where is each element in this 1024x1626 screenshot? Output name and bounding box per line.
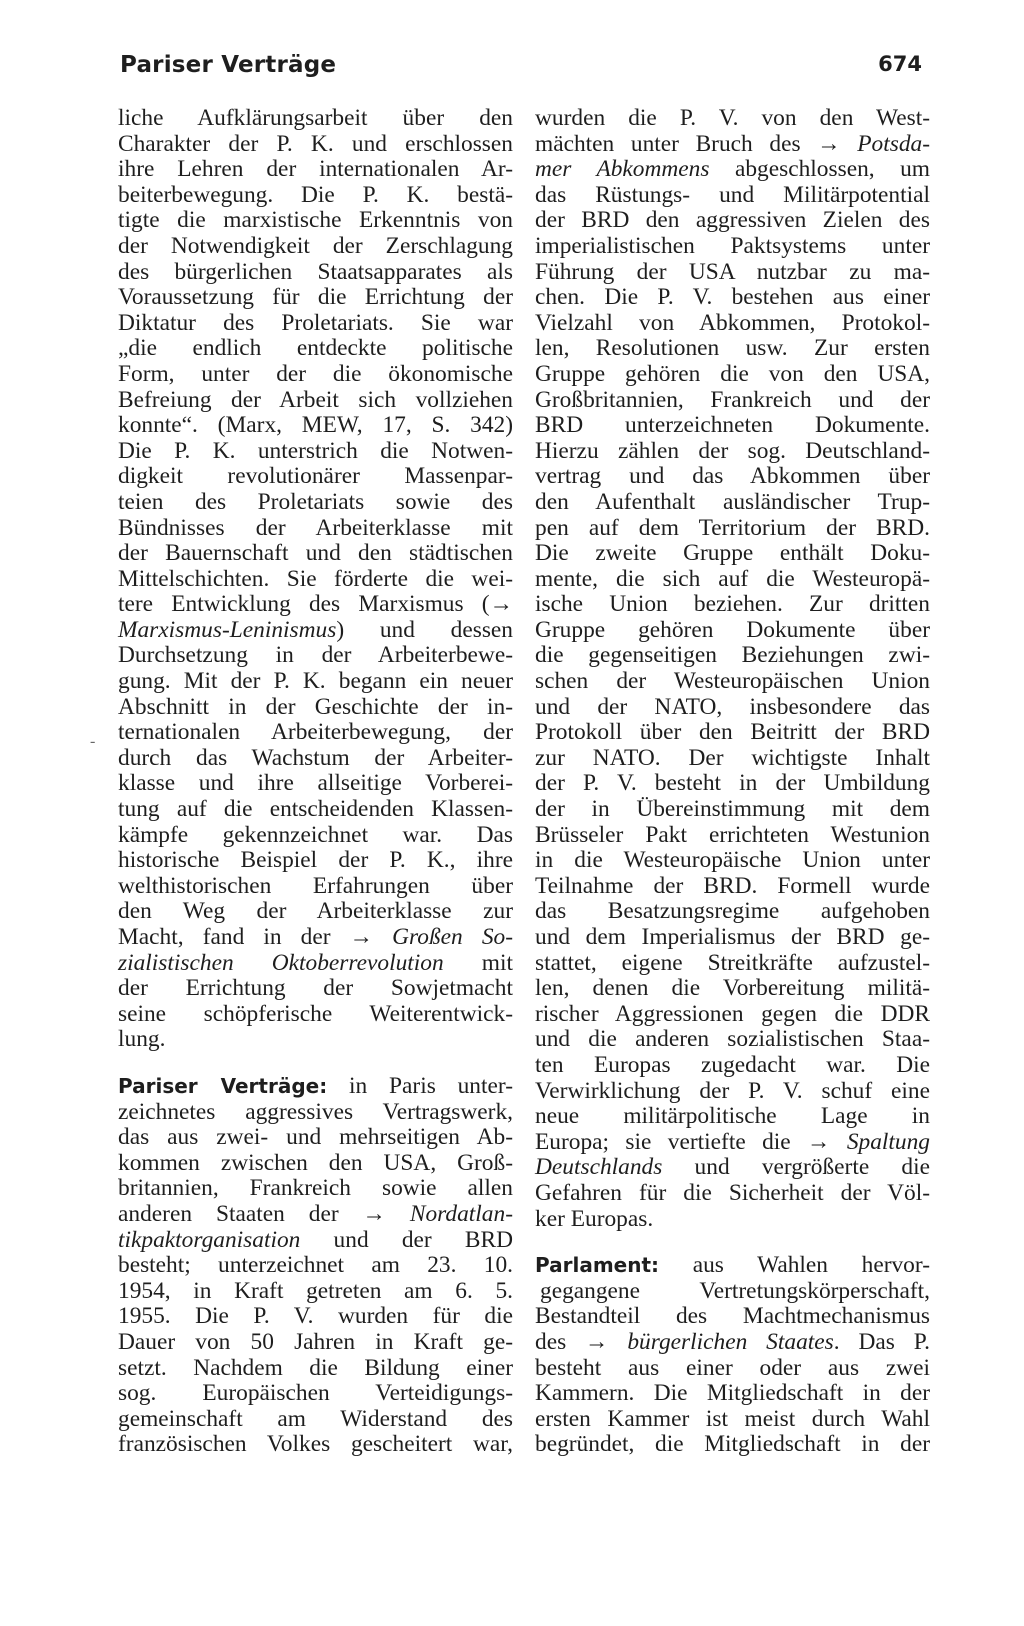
text-segment: 1955. Die P. V. wurden für die [118,1303,513,1330]
text-line [118,1100,513,1126]
text-line [118,157,513,183]
text-line [118,1253,513,1279]
text-segment: tigte die marxistische Erkenntnis von [118,207,513,234]
text-line [118,823,513,849]
text-segment: imperialistischen Paktsystems unter [535,232,930,259]
text-line [535,183,930,209]
text-line [535,1407,930,1433]
text-segment: Europa; sie vertiefte die → [535,1128,847,1155]
text-line [535,132,930,158]
text-segment: sog. Europäischen Verteidigungs- [118,1380,513,1407]
text-segment: len, denen die Vorbereitung militä- [535,975,930,1002]
text-segment: Kammern. Die Mitgliedschaft in der [535,1380,930,1407]
text-segment: besteht aus einer oder aus zwei [535,1354,930,1381]
text-segment: gung. Mit der P. K. begann ein neuer [118,668,513,695]
page-number: 674 [878,52,922,76]
text-line [118,388,513,414]
text-line [118,1432,513,1458]
text-segment: der P. V. besteht in der Umbildung [535,770,930,797]
text-segment: und der NATO, insbesondere das [535,693,930,720]
text-segment: gemeinschaft am Widerstand des [118,1405,513,1432]
text-segment: den Aufenthalt ausländischer Trup- [535,488,930,515]
text-segment: zur NATO. Der wichtigste Inhalt [535,744,930,771]
text-segment: vertrag und das Abkommen über [535,463,930,490]
text-segment: der Errichtung der Sowjetmacht [118,975,513,1002]
text-segment: Charakter der P. K. und erschlossen [118,130,513,157]
text-line [535,1181,930,1207]
text-segment: ihre Lehren der internationalen Ar- [118,156,513,183]
text-line [535,899,930,925]
cross-reference: Deutschlands [535,1154,663,1181]
text-segment: Mittelschichten. Sie förderte die wei- [118,565,513,592]
text-segment: anderen Staaten der → [118,1200,410,1227]
text-line [535,848,930,874]
text-line [118,490,513,516]
text-segment: chen. Die P. V. bestehen aus einer [535,284,930,311]
text-line [535,951,930,977]
text-line [535,106,930,132]
cross-reference: zialistischen Oktoberrevolution [118,949,444,976]
text-segment: der in Übereinstimmung mit dem [535,796,930,823]
text-segment: stattet, eigene Streitkräfte aufzustel- [535,949,930,976]
text-segment: ) und dessen [336,616,513,643]
text-line [535,618,930,644]
text-line [118,1002,513,1028]
text-segment: Bestandteil des Machtmechanismus [535,1303,930,1330]
text-line [118,1176,513,1202]
text-line [118,695,513,721]
text-segment: des bürgerlichen Staatsapparates als [118,258,513,285]
text-line [535,1432,930,1458]
cross-reference: Spaltung [846,1128,930,1155]
text-segment: 1954, in Kraft getreten am 6. 5. [118,1277,513,1304]
text-segment: der BRD den aggressiven Zielen des [535,207,930,234]
text-line [118,976,513,1002]
text-segment: kommen zwischen den USA, Groß- [118,1149,513,1176]
text-line [118,951,513,977]
text-segment: der Bauernschaft und den städtischen [118,540,513,567]
text-segment: britannien, Frankreich sowie allen [118,1175,513,1202]
text-segment: welthistorischen Erfahrungen über [118,872,513,899]
text-segment: Form, unter der die ökonomische [118,360,513,387]
text-segment: den Weg der Arbeiterklasse zur [118,898,513,925]
text-line [535,260,930,286]
text-segment: Macht, fand in der → [118,924,393,950]
text-segment: Befreiung der Arbeit sich vollziehen [118,386,513,413]
text-line [535,1207,930,1233]
text-line [118,797,513,823]
entry-gap [118,1053,513,1074]
text-segment: Die zweite Gruppe enthält Doku- [535,540,930,567]
text-segment: len, Resolutionen usw. Zur ersten [535,335,930,362]
text-segment: liche Aufklärungsarbeit über den [118,105,513,131]
text-line [118,899,513,925]
text-segment: der Notwendigkeit der Zerschlagung [118,232,513,259]
text-segment: mente, die sich auf die Westeuropä- [535,565,930,592]
text-segment: gegangene Vertretungskörperschaft, [540,1277,930,1304]
text-segment: und die anderen sozialistischen Staa- [535,1026,930,1053]
text-line [535,976,930,1002]
text-segment: in Paris unter- [327,1072,513,1099]
text-line [535,1253,930,1279]
text-line [535,464,930,490]
text-line [535,285,930,311]
text-segment: Vielzahl von Abkommen, Protokol- [535,309,930,336]
text-segment: Dauer von 50 Jahren in Kraft ge- [118,1328,513,1355]
text-line [535,439,930,465]
text-segment: und vergrößerte die [662,1154,930,1181]
text-segment: Durchsetzung in der Arbeiterbewe- [118,642,513,669]
text-line [118,439,513,465]
text-segment: Diktatur des Proletariats. Sie war [118,309,513,336]
text-segment: historische Beispiel der P. K., ihre [118,847,513,874]
text-line [535,925,930,951]
text-line [118,464,513,490]
text-segment: begründet, die Mitgliedschaft in der [535,1431,930,1458]
text-line [118,132,513,158]
text-line [118,1279,513,1305]
text-segment: Gruppe gehören Dokumente über [535,616,930,643]
text-segment: des → [535,1328,628,1355]
text-segment: ten Europas zugedacht war. Die [535,1051,930,1078]
text-segment: tung auf die entscheidenden Klassen- [118,796,513,823]
text-segment: beiterbewegung. Die P. K. bestä- [118,181,513,208]
text-line [118,208,513,234]
text-segment: ternationalen Arbeiterbewegung, der [118,719,513,746]
text-segment: und der BRD [300,1226,513,1253]
text-line [535,669,930,695]
text-line [535,490,930,516]
text-segment: durch das Wachstum der Arbeiter- [118,744,513,771]
text-line [118,874,513,900]
text-line [118,362,513,388]
text-line [535,1356,930,1382]
text-segment: BRD unterzeichneten Dokumente. [535,412,930,439]
text-line [535,1027,930,1053]
text-segment: aus Wahlen hervor- [659,1252,930,1279]
text-line [118,643,513,669]
cross-reference: Marxismus-Leninismus [118,616,337,643]
text-line [118,1074,513,1100]
text-line [118,567,513,593]
text-line [118,1330,513,1356]
text-segment: setzt. Nachdem die Bildung einer [118,1354,513,1381]
cross-reference: mer Abkommens [535,156,710,183]
text-segment: Gefahren für die Sicherheit der Völ- [535,1179,930,1206]
text-line [118,746,513,772]
text-line [535,388,930,414]
text-line [118,669,513,695]
text-line [535,874,930,900]
text-segment: klasse und ihre allseitige Vorberei- [118,770,513,797]
text-segment: tere Entwicklung des Marxismus (→ [118,591,513,618]
text-segment: . Das P. [833,1328,930,1355]
text-segment: Voraussetzung für die Errichtung der [118,284,513,311]
text-line [535,208,930,234]
text-segment: rischer Aggressionen gegen die DDR [535,1000,930,1027]
text-line [118,618,513,644]
text-segment: zeichnetes aggressives Vertragswerk, [118,1098,513,1125]
text-line [118,516,513,542]
text-line [535,541,930,567]
entry-gap [535,1232,930,1253]
text-line [118,1304,513,1330]
text-line [535,234,930,260]
text-line [535,746,930,772]
right-column [535,106,930,1458]
text-segment: Führung der USA nutzbar zu ma- [535,258,930,285]
text-line [535,771,930,797]
text-line [118,260,513,286]
text-segment: Protokoll über den Beitritt der BRD [535,719,930,746]
text-line [535,336,930,362]
left-column [118,106,513,1458]
text-segment: schen der Westeuropäischen Union [535,668,930,695]
text-line [535,797,930,823]
text-segment: neue militärpolitische Lage in [535,1103,930,1130]
text-line [118,592,513,618]
text-segment: ker Europas. [535,1205,654,1232]
text-segment: konnte“. (Marx, MEW, 17, S. 342) [118,412,513,439]
text-segment: die gegenseitigen Beziehungen zwi- [535,642,930,669]
text-line [118,234,513,260]
text-segment: abgeschlossen, um [709,156,930,183]
text-segment: das Besatzungsregime aufgehoben [535,898,930,925]
entry-term: Pariser Verträge: [118,1073,328,1098]
text-line [118,1202,513,1228]
text-line [535,1279,930,1305]
text-segment: das aus zwei- und mehrseitigen Ab- [118,1124,513,1151]
text-line [535,823,930,849]
text-line [535,1053,930,1079]
text-segment: das Rüstungs- und Militärpotential [535,181,930,208]
text-line [118,720,513,746]
text-line [118,1125,513,1151]
text-line [118,1228,513,1254]
text-line [118,1407,513,1433]
text-segment: französischen Volkes gescheitert war, [118,1431,513,1458]
text-line [118,771,513,797]
text-segment: pen auf dem Territorium der BRD. [535,514,930,541]
text-segment: Großbritannien, Frankreich und der [535,386,930,413]
text-line [535,720,930,746]
text-line [118,311,513,337]
text-line [535,311,930,337]
text-line [535,1104,930,1130]
text-line [535,413,930,439]
text-segment: mächten unter Bruch des → [535,130,858,157]
text-segment: mit [443,949,513,976]
cross-reference: Potsda- [857,130,930,157]
text-line [118,285,513,311]
text-line [118,1151,513,1177]
text-segment: Teilnahme der BRD. Formell wurde [535,872,930,899]
text-segment: Brüsseler Pakt errichteten Westunion [535,821,930,848]
text-segment: und dem Imperialismus der BRD ge- [535,924,930,950]
text-line [535,695,930,721]
text-line [118,1381,513,1407]
text-line [535,157,930,183]
text-segment: ische Union beziehen. Zur dritten [535,591,930,618]
text-segment: besteht; unterzeichnet am 23. 10. [118,1252,513,1279]
text-segment: kämpfe gekennzeichnet war. Das [118,821,513,848]
text-line [535,1381,930,1407]
text-line [535,1002,930,1028]
cross-reference: Nordatlan- [409,1200,513,1227]
text-segment: ersten Kammer ist meist durch Wahl [535,1405,930,1432]
text-segment: Verwirklichung der P. V. schuf eine [535,1077,930,1104]
text-line [118,1356,513,1382]
text-line [535,1079,930,1105]
entry-term: Parlament: [535,1253,660,1278]
text-line [535,1130,930,1156]
text-line [118,848,513,874]
text-segment: Die P. K. unterstrich die Notwen- [118,437,513,464]
cross-reference: bürgerlichen Staates [627,1328,834,1355]
text-segment: seine schöpferische Weiterentwick- [118,1000,513,1027]
text-segment: Gruppe gehören die von den USA, [535,360,930,387]
margin-mark: - [90,733,96,750]
text-line [535,643,930,669]
text-segment: wurden die P. V. von den West- [535,105,930,131]
text-line [118,336,513,362]
text-line [535,1330,930,1356]
text-line [535,567,930,593]
text-segment: in die Westeuropäische Union unter [535,847,930,874]
text-line [118,106,513,132]
text-line [535,1304,930,1330]
text-segment: teien des Proletariats sowie des [118,488,513,515]
cross-reference: Großen So- [392,924,513,950]
text-segment: Hierzu zählen der sog. Deutschland- [535,437,930,464]
text-line [535,1155,930,1181]
text-segment: Abschnitt in der Geschichte der in- [118,693,513,720]
text-line [535,592,930,618]
text-line [118,925,513,951]
text-line [535,516,930,542]
text-segment: Bündnisses der Arbeiterklasse mit [118,514,513,541]
text-line [118,1027,513,1053]
text-segment: lung. [118,1026,166,1053]
running-head-title: Pariser Verträge [120,52,337,78]
cross-reference: tikpaktorganisation [118,1226,301,1253]
text-segment: „die endlich entdeckte politische [118,335,513,362]
text-line [535,362,930,388]
text-line [118,183,513,209]
text-line [118,541,513,567]
text-segment: digkeit revolutionärer Massenpar- [118,463,513,490]
text-line [118,413,513,439]
